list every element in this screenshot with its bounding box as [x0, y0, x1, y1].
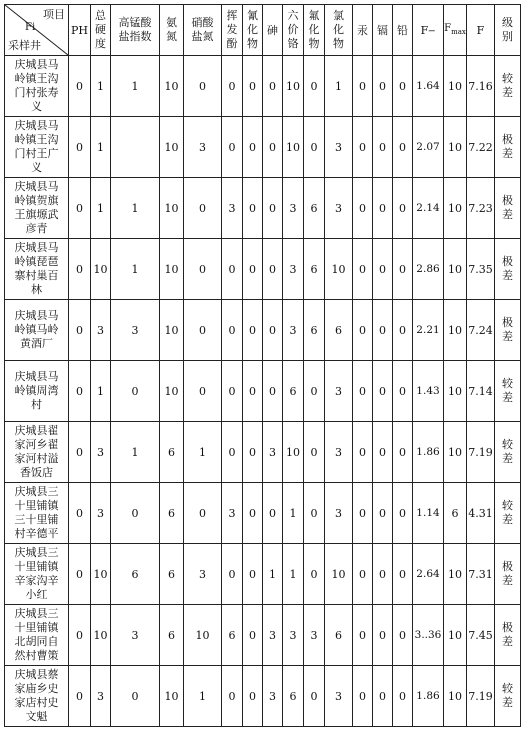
grade-label: 极差 — [502, 255, 513, 282]
table-row — [5, 422, 521, 483]
header-nitrate-nitrogen — [184, 5, 222, 56]
value-cell: 0 — [222, 361, 243, 422]
sampling-site-cell — [5, 544, 69, 605]
header-mercury: 汞 — [353, 5, 373, 56]
value-cell: 0 — [393, 483, 413, 544]
value-cell: 6 — [160, 422, 184, 483]
value-cell: 0 — [304, 56, 325, 117]
corner-label-well: 采样井 — [8, 39, 41, 52]
value-cell: 3 — [304, 605, 325, 666]
sampling-site-cell — [5, 178, 69, 239]
value-cell: 6 — [160, 483, 184, 544]
value-cell: 1 — [263, 544, 283, 605]
value-cell: 6 — [283, 666, 304, 727]
grade-label: 极差 — [502, 133, 513, 160]
value-cell: 0 — [184, 361, 222, 422]
value-cell: 3 — [91, 422, 111, 483]
value-cell: 0 — [373, 361, 393, 422]
value-cell: 0 — [111, 666, 160, 727]
value-cell: 0 — [263, 56, 283, 117]
header-ph: PH — [69, 5, 91, 56]
table-row — [5, 239, 521, 300]
value-cell: 2.86 — [413, 239, 444, 300]
value-cell: 2.64 — [413, 544, 444, 605]
header-permanganate-index-label: 高锰酸盐指数 — [118, 16, 152, 43]
value-cell: 7.45 — [467, 605, 495, 666]
value-cell: 6 — [160, 605, 184, 666]
grade-cell — [495, 544, 521, 605]
value-cell: 3 — [91, 300, 111, 361]
value-cell: 0 — [243, 239, 263, 300]
value-cell: 10 — [160, 300, 184, 361]
sampling-site-cell — [5, 422, 69, 483]
value-cell: 0 — [184, 300, 222, 361]
value-cell: 0 — [373, 300, 393, 361]
value-cell: 10 — [160, 361, 184, 422]
value-cell: 0 — [393, 666, 413, 727]
value-cell: 0 — [69, 300, 91, 361]
value-cell: 1 — [111, 178, 160, 239]
value-cell: 0 — [69, 117, 91, 178]
value-cell: 0 — [263, 117, 283, 178]
table-row — [5, 605, 521, 666]
value-cell: 10 — [444, 239, 467, 300]
value-cell: 10 — [160, 178, 184, 239]
value-cell: 0 — [263, 300, 283, 361]
value-cell: 3 — [91, 483, 111, 544]
value-cell: 0 — [222, 56, 243, 117]
value-cell: 0 — [353, 361, 373, 422]
value-cell: 0 — [373, 605, 393, 666]
value-cell: 0 — [353, 56, 373, 117]
header-total-hardness-label: 总硬度 — [95, 9, 106, 50]
value-cell: 0 — [373, 544, 393, 605]
value-cell: 0 — [373, 422, 393, 483]
value-cell: 1 — [283, 483, 304, 544]
value-cell: 0 — [393, 300, 413, 361]
value-cell: 3 — [263, 605, 283, 666]
header-f-max-label: $F_{max}$ — [444, 23, 466, 36]
grade-cell — [495, 56, 521, 117]
value-cell: 6 — [304, 239, 325, 300]
value-cell: 3 — [222, 178, 243, 239]
value-cell: 0 — [304, 361, 325, 422]
value-cell: 0 — [304, 666, 325, 727]
value-cell: 0 — [243, 117, 263, 178]
value-cell: 10 — [325, 239, 353, 300]
value-cell: 4.31 — [467, 483, 495, 544]
value-cell — [111, 117, 160, 178]
sampling-site-name: 庆城县翟家河乡翟家河村溢香饭店 — [14, 424, 59, 479]
value-cell: 1.86 — [413, 666, 444, 727]
value-cell: 0 — [222, 239, 243, 300]
sampling-site-name: 庆城县马岭镇王沟门村王广义 — [14, 119, 59, 174]
value-cell: 0 — [393, 56, 413, 117]
grade-cell — [495, 422, 521, 483]
header-f: F — [467, 5, 495, 56]
sampling-site-cell — [5, 117, 69, 178]
value-cell: 3 — [325, 117, 353, 178]
value-cell: 1 — [91, 56, 111, 117]
value-cell: 0 — [263, 361, 283, 422]
grade-label: 较差 — [502, 682, 513, 709]
corner-label-project: 项目 — [43, 8, 65, 21]
value-cell: 0 — [184, 56, 222, 117]
value-cell: 10 — [444, 361, 467, 422]
value-cell: 10 — [444, 666, 467, 727]
header-row — [5, 5, 521, 56]
sampling-site-cell — [5, 605, 69, 666]
sampling-site-name: 庆城县三十里铺镇北胡同自然村曹策 — [14, 607, 59, 662]
value-cell: 0 — [243, 56, 263, 117]
value-cell: 0 — [243, 544, 263, 605]
grade-cell — [495, 178, 521, 239]
grade-label: 极差 — [502, 560, 513, 587]
grade-label: 较差 — [502, 377, 513, 404]
water-quality-table-container — [4, 4, 521, 727]
header-volatile-phenol — [222, 5, 243, 56]
grade-cell — [495, 239, 521, 300]
value-cell: 3..36 — [413, 605, 444, 666]
value-cell: 0 — [353, 605, 373, 666]
sampling-site-name: 庆城县蔡家庙乡史家店村史文魁 — [14, 668, 59, 723]
value-cell: 6 — [325, 605, 353, 666]
sampling-site-name: 庆城县马岭镇王沟门村张寿义 — [14, 58, 59, 113]
header-lead: 铅 — [393, 5, 413, 56]
header-chloride — [325, 5, 353, 56]
value-cell: 0 — [243, 422, 263, 483]
value-cell: 0 — [393, 117, 413, 178]
table-row — [5, 300, 521, 361]
value-cell: 0 — [69, 361, 91, 422]
value-cell: 0 — [393, 178, 413, 239]
value-cell: 6 — [304, 178, 325, 239]
value-cell: 10 — [444, 178, 467, 239]
header-f-mean: F‒ — [413, 5, 444, 56]
header-f-max — [444, 5, 467, 56]
grade-cell — [495, 666, 521, 727]
value-cell: 0 — [69, 544, 91, 605]
value-cell: 1.43 — [413, 361, 444, 422]
header-volatile-phenol-label: 挥发酚 — [226, 9, 238, 50]
value-cell: 1 — [111, 422, 160, 483]
value-cell: 3 — [325, 178, 353, 239]
value-cell: 0 — [373, 56, 393, 117]
value-cell: 0 — [69, 483, 91, 544]
value-cell: 10 — [444, 605, 467, 666]
value-cell: 0 — [222, 117, 243, 178]
value-cell: 6 — [222, 605, 243, 666]
value-cell: 10 — [91, 544, 111, 605]
sampling-site-cell — [5, 666, 69, 727]
value-cell: 3 — [325, 422, 353, 483]
value-cell: 0 — [222, 666, 243, 727]
grade-label: 极差 — [502, 194, 513, 221]
value-cell: 6 — [325, 300, 353, 361]
value-cell: 10 — [283, 422, 304, 483]
value-cell: 1 — [111, 239, 160, 300]
table-row — [5, 56, 521, 117]
header-permanganate-index — [111, 5, 160, 56]
value-cell: 0 — [69, 56, 91, 117]
value-cell: 10 — [91, 605, 111, 666]
value-cell: 0 — [111, 483, 160, 544]
table-row — [5, 544, 521, 605]
value-cell: 1.14 — [413, 483, 444, 544]
value-cell: 0 — [243, 178, 263, 239]
sampling-site-name: 庆城县三十里铺镇三十里铺村辛德平 — [14, 485, 59, 540]
value-cell: 0 — [373, 117, 393, 178]
header-cyanide-label: 氰化物 — [247, 9, 258, 50]
value-cell: 0 — [353, 300, 373, 361]
value-cell: 6 — [304, 300, 325, 361]
table-row — [5, 178, 521, 239]
header-total-hardness — [91, 5, 111, 56]
value-cell: 1 — [184, 422, 222, 483]
value-cell: 3 — [111, 605, 160, 666]
value-cell: 3 — [263, 666, 283, 727]
value-cell: 7.35 — [467, 239, 495, 300]
value-cell: 1.64 — [413, 56, 444, 117]
value-cell: 0 — [353, 239, 373, 300]
value-cell: 7.19 — [467, 666, 495, 727]
grade-cell — [495, 483, 521, 544]
value-cell: 1 — [184, 666, 222, 727]
header-nitrate-nitrogen-label: 硝酸盐氮 — [191, 16, 214, 43]
value-cell: 0 — [263, 178, 283, 239]
value-cell: 0 — [353, 117, 373, 178]
header-ammonia-nitrogen-label: 氨氮 — [166, 16, 177, 43]
sampling-site-name: 庆城县马岭镇贺旗王旗塬武彦青 — [14, 180, 59, 235]
value-cell: 0 — [243, 300, 263, 361]
value-cell: 0 — [184, 239, 222, 300]
value-cell: 10 — [160, 117, 184, 178]
value-cell: 1 — [325, 56, 353, 117]
value-cell: 3 — [283, 239, 304, 300]
sampling-site-name: 庆城县马岭镇琵琶寨村巢百林 — [14, 241, 59, 296]
table-body — [5, 56, 521, 727]
value-cell: 0 — [243, 605, 263, 666]
value-cell: 0 — [69, 605, 91, 666]
value-cell: 7.31 — [467, 544, 495, 605]
value-cell: 1 — [283, 544, 304, 605]
value-cell: 0 — [184, 483, 222, 544]
header-fluoride-label: 氟化物 — [308, 9, 320, 50]
header-grade — [495, 5, 521, 56]
value-cell: 0 — [353, 483, 373, 544]
value-cell: 6 — [283, 361, 304, 422]
sampling-site-cell — [5, 361, 69, 422]
value-cell: 0 — [373, 178, 393, 239]
value-cell: 6 — [111, 544, 160, 605]
value-cell: 1 — [91, 117, 111, 178]
value-cell: 1 — [91, 361, 111, 422]
value-cell: 3 — [283, 605, 304, 666]
sampling-site-cell — [5, 483, 69, 544]
value-cell: 3 — [184, 544, 222, 605]
grade-cell — [495, 300, 521, 361]
value-cell: 10 — [184, 605, 222, 666]
value-cell: 0 — [393, 605, 413, 666]
sampling-site-name: 庆城县三十里铺镇辛家沟辛小红 — [14, 546, 59, 601]
value-cell: 0 — [263, 239, 283, 300]
value-cell: 10 — [283, 117, 304, 178]
header-cyanide — [243, 5, 263, 56]
value-cell: 10 — [160, 56, 184, 117]
value-cell: 0 — [353, 544, 373, 605]
value-cell: 3 — [325, 666, 353, 727]
value-cell: 1.86 — [413, 422, 444, 483]
value-cell: 3 — [91, 666, 111, 727]
corner-header-cell — [5, 5, 69, 56]
value-cell: 0 — [69, 239, 91, 300]
value-cell: 0 — [69, 666, 91, 727]
header-cadmium: 镉 — [373, 5, 393, 56]
value-cell: 10 — [160, 666, 184, 727]
value-cell: 10 — [444, 422, 467, 483]
value-cell: 7.23 — [467, 178, 495, 239]
value-cell: 3 — [222, 483, 243, 544]
value-cell: 0 — [393, 239, 413, 300]
value-cell: 7.24 — [467, 300, 495, 361]
value-cell: 0 — [393, 422, 413, 483]
grade-label: 较差 — [502, 438, 513, 465]
value-cell: 0 — [353, 422, 373, 483]
corner-label-fi: Fi — [25, 22, 36, 33]
table-row — [5, 666, 521, 727]
value-cell: 10 — [160, 239, 184, 300]
value-cell: 0 — [69, 422, 91, 483]
value-cell: 1 — [91, 178, 111, 239]
value-cell: 0 — [243, 666, 263, 727]
value-cell: 7.14 — [467, 361, 495, 422]
value-cell: 0 — [304, 117, 325, 178]
sampling-site-cell — [5, 239, 69, 300]
value-cell: 10 — [325, 544, 353, 605]
value-cell: 10 — [444, 544, 467, 605]
value-cell: 0 — [373, 666, 393, 727]
header-hexavalent-chromium-label: 六价铬 — [287, 9, 299, 50]
value-cell: 1 — [111, 56, 160, 117]
value-cell: 3 — [325, 361, 353, 422]
value-cell: 3 — [325, 483, 353, 544]
table-row — [5, 361, 521, 422]
value-cell: 0 — [222, 544, 243, 605]
value-cell: 3 — [111, 300, 160, 361]
value-cell: 0 — [243, 483, 263, 544]
sampling-site-name: 庆城县马岭镇周湾村 — [14, 370, 59, 411]
grade-label: 较差 — [502, 499, 513, 526]
value-cell: 10 — [444, 56, 467, 117]
value-cell: 0 — [304, 544, 325, 605]
header-hexavalent-chromium — [283, 5, 304, 56]
value-cell: 0 — [353, 666, 373, 727]
sampling-site-cell — [5, 300, 69, 361]
value-cell: 0 — [353, 178, 373, 239]
sampling-site-name: 庆城县马岭镇马岭黄酒厂 — [14, 309, 59, 350]
value-cell: 6 — [444, 483, 467, 544]
value-cell: 0 — [184, 178, 222, 239]
value-cell: 7.22 — [467, 117, 495, 178]
value-cell: 3 — [184, 117, 222, 178]
table-row — [5, 117, 521, 178]
value-cell: 0 — [111, 361, 160, 422]
value-cell: 2.14 — [413, 178, 444, 239]
grade-cell — [495, 605, 521, 666]
value-cell: 3 — [283, 300, 304, 361]
value-cell: 0 — [222, 422, 243, 483]
grade-label: 极差 — [502, 621, 513, 648]
header-chloride-label: 氯化物 — [333, 9, 344, 50]
table-row — [5, 483, 521, 544]
water-quality-table — [4, 4, 521, 727]
value-cell: 0 — [393, 361, 413, 422]
grade-cell — [495, 117, 521, 178]
grade-label: 较差 — [502, 72, 513, 99]
value-cell: 0 — [304, 422, 325, 483]
value-cell: 10 — [283, 56, 304, 117]
value-cell: 0 — [393, 544, 413, 605]
header-grade-label: 级别 — [502, 16, 513, 43]
value-cell: 6 — [160, 544, 184, 605]
value-cell: 3 — [283, 178, 304, 239]
sampling-site-cell — [5, 56, 69, 117]
value-cell: 3 — [263, 422, 283, 483]
header-arsenic: 砷 — [263, 5, 283, 56]
value-cell: 2.07 — [413, 117, 444, 178]
header-fluoride — [304, 5, 325, 56]
value-cell: 0 — [69, 178, 91, 239]
header-ammonia-nitrogen — [160, 5, 184, 56]
value-cell: 0 — [243, 361, 263, 422]
value-cell: 0 — [222, 300, 243, 361]
value-cell: 10 — [444, 117, 467, 178]
grade-cell — [495, 361, 521, 422]
value-cell: 0 — [263, 483, 283, 544]
value-cell: 7.19 — [467, 422, 495, 483]
value-cell: 0 — [304, 483, 325, 544]
value-cell: 0 — [373, 483, 393, 544]
value-cell: 7.16 — [467, 56, 495, 117]
value-cell: 10 — [444, 300, 467, 361]
value-cell: 2.21 — [413, 300, 444, 361]
value-cell: 10 — [91, 239, 111, 300]
grade-label: 极差 — [502, 316, 513, 343]
value-cell: 0 — [373, 239, 393, 300]
